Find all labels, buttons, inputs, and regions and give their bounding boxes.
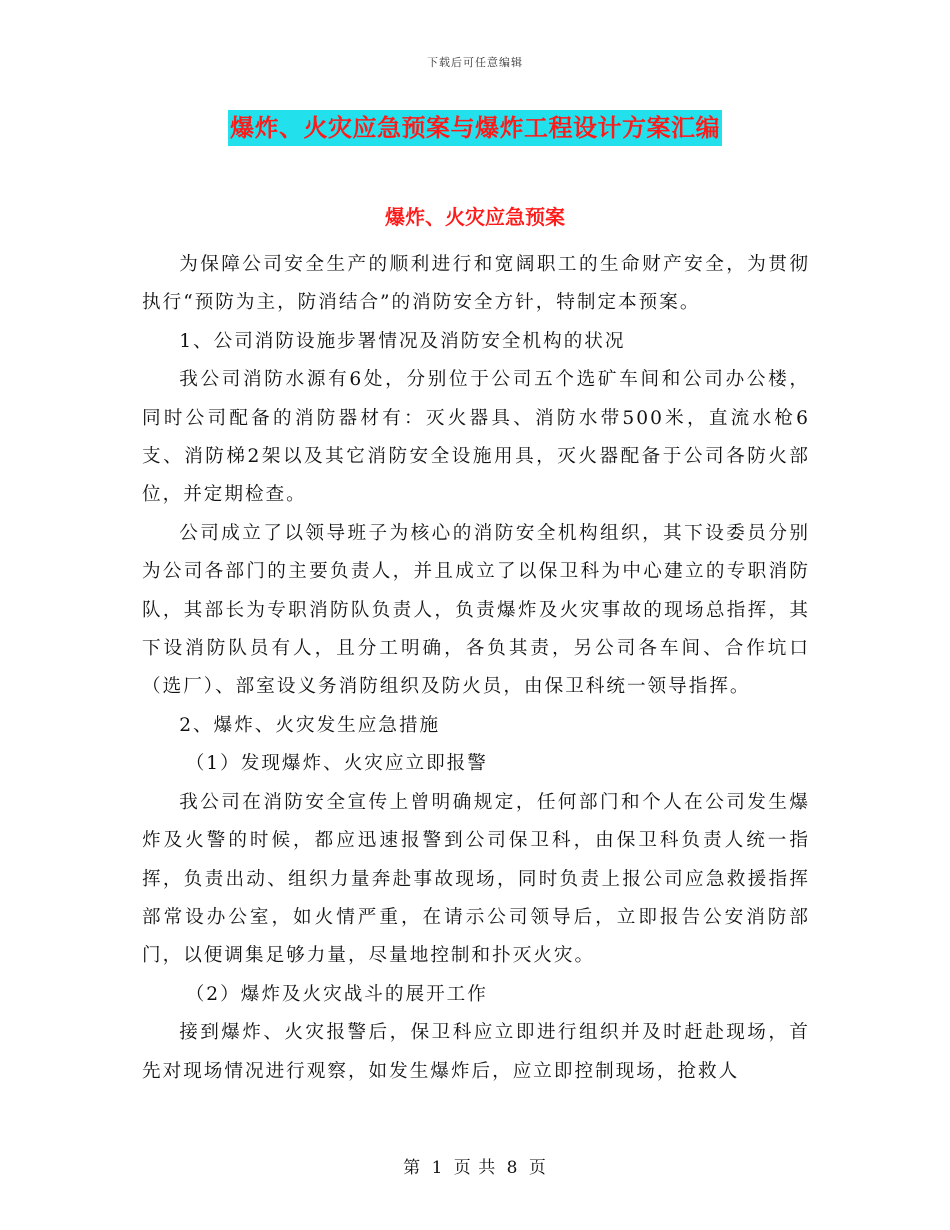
footer-label-before: 第 [403,1158,422,1178]
heading-subsection-2: （2）爆炸及火灾战斗的展开工作 [185,983,488,1005]
heading-section-2: 2、爆炸、火灾发生应急措施 [179,714,441,736]
page-footer [0,1153,950,1178]
heading-section-1: 1、公司消防设施步署情况及消防安全机构的状况 [179,330,626,352]
document-title: 爆炸、火灾应急预案与爆炸工程设计方案汇编 [228,110,722,146]
paragraph-intro: 为保障公司安全生产的顺利进行和宽阔职工的生命财产安全，为贯彻执行“预防为主，防消结合”的消防安全方针，特制定本预案。 [142,254,810,314]
heading-subsection-1: （1）发现爆炸、火灾应立即报警 [185,753,488,775]
footer-page-number: 1 [431,1158,444,1178]
paragraph-organization: 公司成立了以领导班子为核心的消防安全机构组织，其下设委员分别为公司各部门的主要负责人，并且成立了以保卫科为中心建立的专职消防队，其部长为专职消防队负责人，负责爆炸及火灾事故的现场总指挥，其下设消防队员有人，且分工明确，各负其责，另公司各车间、合作坑口（选厂）、部室设义务消防组织及防火员，由保卫科统一领导指挥。 [142,522,810,698]
section-title: 爆炸、火灾应急预案 [385,205,565,229]
paragraph-facilities: 我公司消防水源有6处，分别位于公司五个选矿车间和公司办公楼，同时公司配备的消防器材有：灭火器具、消防水带500米，直流水枪6支、消防梯2架以及其它消防安全设施用具，灭火器配备于公司各防火部位，并定期检查。 [142,369,810,506]
paragraph-response: 接到爆炸、火灾报警后，保卫科应立即进行组织并及时赶赴现场，首先对现场情况进行观察，如发生爆炸后，应立即控制现场，抢救人 [142,1022,810,1082]
header-note: 下载后可任意编辑 [427,56,523,69]
document-title-block [0,110,950,146]
paragraph-alarm: 我公司在消防安全宣传上曾明确规定，任何部门和个人在公司发生爆炸及火警的时候，都应迅速报警到公司保卫科，由保卫科负责人统一指挥，负责出动、组织力量奔赴事故现场，同时负责上报公司应急救援指挥部常设办公室，如火情严重，在请示公司领导后，立即报告公安消防部门，以便调集足够力量，尽量地控制和扑灭火灾。 [142,791,810,967]
footer-label-after: 页 [528,1158,547,1178]
footer-label-mid: 页 共 [453,1158,497,1178]
document-body [142,246,810,1091]
footer-total-pages: 8 [506,1158,519,1178]
